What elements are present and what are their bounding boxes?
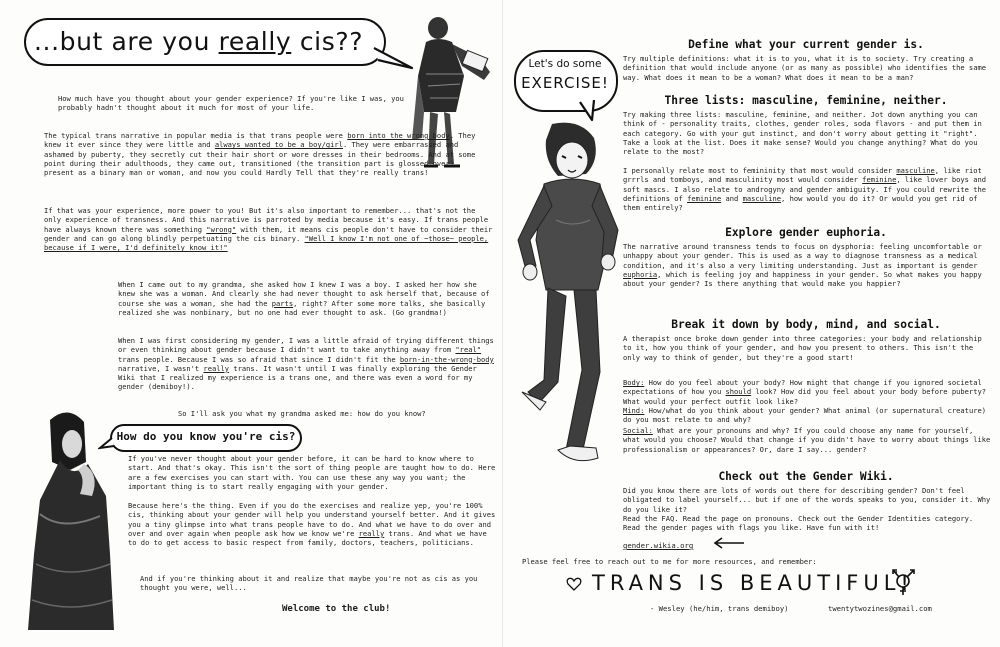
where-to-start-paragraph: If you've never thought about your gender before, it can be hard to know where to start. And that's okay. This isn't the sort of thing people are taught how to do. Here are a few exercises you can start with. You can use these any way you want; the important thing is to start really engaging with your gender. xyxy=(128,454,496,491)
trans-is-beautiful: TRANS IS BEAUTIFUL! xyxy=(592,571,914,595)
author-signature: - Wesley (he/him, trans demiboy) xyxy=(650,604,789,613)
jogging-boy-illustration xyxy=(500,120,630,480)
reach-out-text: Please feel free to reach out to me for more resources, and remember: xyxy=(522,557,817,566)
author-email[interactable]: twentytwozines@gmail.com xyxy=(828,604,932,613)
heading-gender-wiki: Check out the Gender Wiki. xyxy=(718,470,894,483)
three-lists-text: Try making three lists: masculine, feminine, and neither. Jot down anything you can think of - personality traits, clothes, gender roles, soda flavors - and put them in each category. Go with your gut instinct, and don't worry about getting it "right". Take a look at the list. Does it make sense? Would you change anything? What do you relate to the most? xyxy=(623,110,982,157)
ask-paragraph: So I'll ask you what my grandma asked me: how do you know? xyxy=(178,409,426,418)
heading-define-gender: Define what your current gender is. xyxy=(688,38,924,51)
heading-body-mind-social: Break it down by body, mind, and social. xyxy=(671,318,941,331)
page-title: ...but are you really cis?? xyxy=(34,27,364,56)
gender-wiki-tips: Read the FAQ. Read the page on pronouns. Check out the Gender Identities category. Read the gender pages with flags you like. Have fun with it! xyxy=(623,514,974,533)
grandma-paragraph: When I came out to my grandma, she asked how I knew I was a boy. I asked her how she knew she was a woman. And clearly she had never thought to ask herself that, because of course she was a woman, she had the parts, right? After some more talks, she basically realized she was nonbinary, but no one had ever thought to ask. (Go grandma!) xyxy=(118,280,490,317)
mind-text: Mind: How/what do you think about your gender? What animal (or supernatural creature) do you most relate to and why? xyxy=(623,406,987,425)
considering-paragraph: When I was first considering my gender, I was a little afraid of trying different things or even thinking about gender because I didn't want to take anything away from "real" trans people. Because I was so afraid that since I didn't fit the born-in-the-wrong-body narrative, I wasn't really trans. It wasn't until I was finally exploring the Gender Wiki that I realized my experience is a trans one, and there was even a word for my gender (demiboy!). xyxy=(118,336,494,392)
experience-paragraph: If that was your experience, more power to you! But it's also important to remember... that's not the only experience of transness. And this narrative is parroted by media because it's easy. If trans people have always known there was something "wrong" with them, it means cis people don't have to consider their gender and can go along blindly perpetuating the cis binary. "Well I know I'm not one of ~those~ people, because if I were, I'd definitely know it!" xyxy=(44,206,493,253)
gender-wiki-text: Did you know there are lots of words out there for describing gender? Don't feel obligated to label yourself... but if one of the words speaks to you, consider it. Why do you like it? xyxy=(623,486,991,514)
exercise-bubble-text-1: Let's do some xyxy=(528,58,602,70)
personal-relate-text: I personally relate most to femininity that most would consider masculine, like riot grrrls and tomboys, and masculinity most would consider feminine, like lover boys and soft mascs. I also relate to androgyny and gender ambiguity. If you could rewrite the definitions of feminine and masculine, how would you do it? Or would you get rid of them entirely? xyxy=(623,166,987,213)
not-as-cis-paragraph: And if you're thinking about it and realize that maybe you're not as cis as you thought you were, well... xyxy=(140,574,478,593)
exercise-bubble-text-2: EXERCISE! xyxy=(521,74,609,92)
heart-icon xyxy=(566,576,582,592)
gender-wiki-link[interactable]: gender.wikia.org xyxy=(623,541,694,550)
body-text: Body: How do you feel about your body? How might that change if you ignored societal expectations of how you should look? How did you feel about your body before puberty? What would your perfect outfit look like? xyxy=(623,378,987,406)
social-text: Social: What are your pronouns and why? If you could choose any name for yourself, what would you choose? Would that change if you didn't have to worry about things like professionalism or appearances? Or, dare I say... gender? xyxy=(623,426,991,454)
heres-the-thing-paragraph: Because here's the thing. Even if you do the exercises and realize yep, you're 100% cis, thinking about your gender will help you understand yourself better. And it gives you a tiny glimpse into what trans people have to do. And what we have to do over and over and over again when people ask how we know we're really trans. And what we have to do to get access to basic respect from family, doctors, teachers, politicians. xyxy=(128,501,496,548)
narrative-paragraph: The typical trans narrative in popular media is that trans people were born into the wrong body. They knew it ever since they were little and always wanted to be a boy/girl. They were embarrassed and ashamed by puberty, they secretly cut their hair short or wore dresses in their bedrooms. And at some point during their adulthoods, they came out, transitioned (the transition part is glossed over), present as a binary man or woman, and now you could Hardly Tell that they're really trans! xyxy=(44,131,476,178)
cis-heading: How do you know you're cis? xyxy=(116,430,296,443)
arrow-left-icon xyxy=(712,537,746,549)
welcome-line: Welcome to the club! xyxy=(282,604,391,614)
heading-euphoria: Explore gender euphoria. xyxy=(725,226,887,239)
heading-three-lists: Three lists: masculine, feminine, neither. xyxy=(664,94,948,107)
transgender-symbol-icon xyxy=(890,566,918,598)
therapist-text: A therapist once broke down gender into three categories: your body and relationship to it, how you think of your gender, and how you present to others. This isn't the only way to think of gender, but they're a good start! xyxy=(623,334,982,362)
define-gender-text: Try multiple definitions: what it is to you, what it is to society. Try creating a definition that would include anyone (or as many as possible) who identifies the same way. What does it mean to be a woman? What does it mean to be a man? xyxy=(623,54,987,82)
intro-paragraph: How much have you thought about your gender experience? If you're like I was, you probably hadn't thought about it much for most of your life. xyxy=(58,94,404,113)
euphoria-text: The narrative around transness tends to focus on dysphoria: feeling uncomfortable or unhappy about your gender. This is used as a way to diagnose transness as a medical condition, and it's also a very limiting understanding. Just as important is gender euphoria, which is feeling joy and happiness in your gender. So what makes you happy about your gender? Is there anything that would make you happier? xyxy=(623,242,982,289)
